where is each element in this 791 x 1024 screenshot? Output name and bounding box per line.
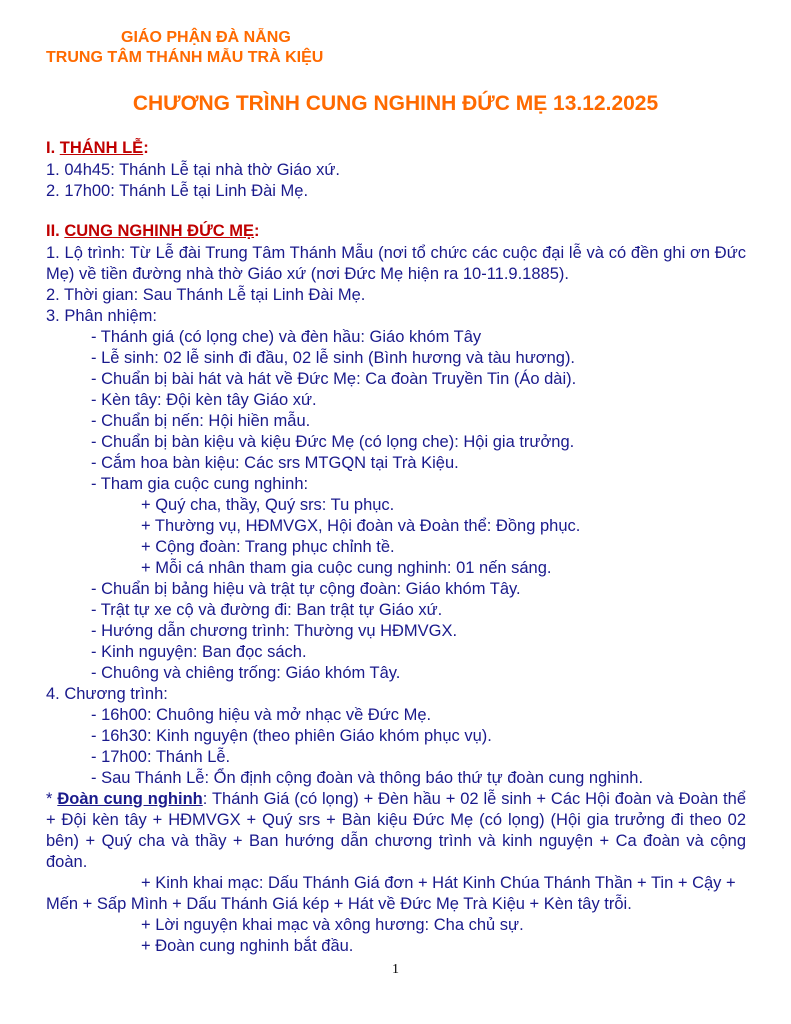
section-heading-text: THÁNH LỄ [59,139,144,157]
duty-item: - Chuẩn bị bảng hiệu và trật tự cộng đoàn: Giáo khóm Tây. [91,580,521,598]
duty-item: - Hướng dẫn chương trình: Thường vụ HĐMVGX. [91,622,458,640]
time-line: 2. Thời gian: Sau Thánh Lễ tại Linh Đài Mẹ. [46,286,366,304]
duty-item: - Chuẩn bị bài hát và hát về Đức Mẹ: Ca đoàn Truyền Tin (Áo dài). [91,370,577,388]
duty-item: - Kinh nguyện: Ban đọc sách. [91,643,307,661]
mass-item: 2. 17h00: Thánh Lễ tại Linh Đài Mẹ. [46,182,309,200]
program-item: - 17h00: Thánh Lễ. [91,748,231,766]
procession-star: * [46,790,58,808]
duty-item: - Lễ sinh: 02 lễ sinh đi đầu, 02 lễ sinh (Bình hương và tàu hương). [91,349,576,367]
duty-item: - Chuẩn bị bàn kiệu và kiệu Đức Mẹ (có lọng che): Hội gia trưởng. [91,433,575,451]
opening-prayer-text: + Kinh khai mạc: Dấu Thánh Giá đơn + Hát Kinh Chúa Thánh Thần + Tin + Cậy + Mến + Sấp Mình + Dấu Thánh Giá kép + Hát về Đức Mẹ Trà Kiệu + Kèn tây trỗi. [46,874,736,913]
mass-item: 1. 04h45: Thánh Lễ tại nhà thờ Giáo xứ. [46,161,341,179]
procession-text: : Thánh Giá (có lọng) + Đèn hầu + 02 lễ sinh + Các Hội đoàn và Đoàn thể + Đội kèn tây + HĐMVGX + Quý srs + Bàn kiệu Đức Mẹ (có lọng) (Hội gia trưởng đi theo 02 bên) + Quý cha và thầy + Ban hướng dẫn chương trình và kinh nguyện + Ca đoàn và cộng đoàn. [46,790,746,871]
duty-item: - Cắm hoa bàn kiệu: Các srs MTGQN tại Trà Kiệu. [91,454,459,472]
procession-start-line: + Đoàn cung nghinh bắt đầu. [141,937,354,955]
section-prefix: I. [46,139,60,157]
opening-incense-line: + Lời nguyện khai mạc và xông hương: Cha chủ sự. [141,916,524,934]
program-item: - Sau Thánh Lễ: Ổn định cộng đoàn và thông báo thứ tự đoàn cung nghinh. [91,769,644,787]
procession-label: Đoàn cung nghinh [57,790,203,808]
participant-item: + Mỗi cá nhân tham gia cuộc cung nghinh: 01 nến sáng. [141,559,552,577]
duty-item: - Chuẩn bị nến: Hội hiền mẫu. [91,412,311,430]
procession-paragraph [46,789,746,873]
program-label: 4. Chương trình: [46,685,168,703]
participant-item: + Thường vụ, HĐMVGX, Hội đoàn và Đoàn thể: Đồng phục. [141,517,581,535]
route-paragraph: 1. Lộ trình: Từ Lễ đài Trung Tâm Thánh Mẫu (nơi tổ chức các cuộc đại lễ và có đền ghi ơn Đức Mẹ) về tiền đường nhà thờ Giáo xứ (nơi Đức Mẹ hiện ra 10-11.9.1885). [46,244,746,283]
section-suffix: : [143,139,149,157]
duty-item: - Thánh giá (có lọng che) và đèn hầu: Giáo khóm Tây [91,328,482,346]
duty-item: - Kèn tây: Đội kèn tây Giáo xứ. [91,391,317,409]
diocese-header: GIÁO PHẬN ĐÀ NẴNG [121,29,291,46]
section-heading-mass [46,139,149,158]
program-item: - 16h30: Kinh nguyện (theo phiên Giáo khóm phục vụ). [91,727,492,745]
duty-item: - Trật tự xe cộ và đường đi: Ban trật tự Giáo xứ. [91,601,443,619]
page-number: 1 [392,962,399,977]
duty-item: - Chuông và chiêng trống: Giáo khóm Tây. [91,664,401,682]
section-prefix: II. [46,222,65,240]
section-suffix: : [254,222,260,240]
program-item: - 16h00: Chuông hiệu và mở nhạc về Đức Mẹ. [91,706,432,724]
page-title: CHƯƠNG TRÌNH CUNG NGHINH ĐỨC MẸ 13.12.2025 [132,92,659,115]
center-header: TRUNG TÂM THÁNH MẪU TRÀ KIỆU [46,49,324,66]
duties-label: 3. Phân nhiệm: [46,307,157,325]
section-heading-procession [46,222,260,241]
duty-item: - Tham gia cuộc cung nghinh: [91,475,309,493]
opening-prayer-paragraph [46,873,746,915]
section-heading-text: CUNG NGHINH ĐỨC MẸ [64,222,255,240]
participant-item: + Quý cha, thầy, Quý srs: Tu phục. [141,496,395,514]
participant-item: + Cộng đoàn: Trang phục chỉnh tề. [141,538,395,556]
